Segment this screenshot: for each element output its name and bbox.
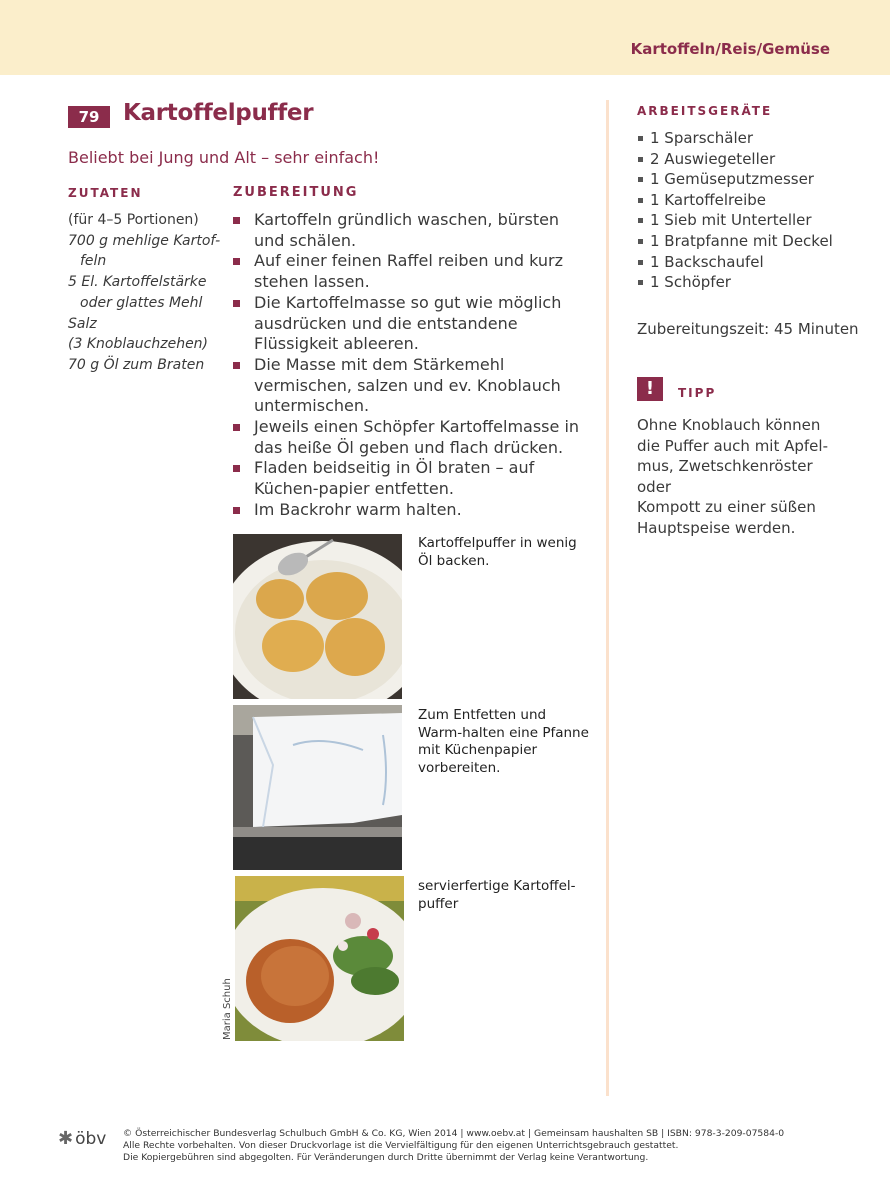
recipe-number-badge: 79 <box>68 106 110 128</box>
footer-line: © Österreichischer Bundesverlag Schulbuch GmbH & Co. KG, Wien 2014 | www.oebv.at | Gemeinsam haushalten SB | ISBN: 978-3-209-07584-0 <box>123 1128 785 1139</box>
tool-item <box>637 190 833 211</box>
preparation-time: Zubereitungszeit: 45 Minuten <box>637 320 859 338</box>
ingredient-line: 70 g Öl zum Braten <box>68 356 205 373</box>
ingredient-line: 5 El. Kartoffelstärke <box>68 274 207 291</box>
star-logo-icon: ✱ <box>58 1128 74 1149</box>
photo-credit: Maria Schuh <box>222 978 233 1040</box>
tip-line: Kompott zu einer süßen <box>637 498 816 517</box>
ingredient-line: feln <box>80 253 107 270</box>
step-item <box>233 251 593 292</box>
recipe-subtitle: Beliebt bei Jung und Alt – sehr einfach! <box>68 148 380 167</box>
tool-item <box>637 231 833 252</box>
square-bullet-icon <box>638 280 643 285</box>
tool-item <box>637 252 833 273</box>
ingredient-line: (für 4–5 Portionen) <box>68 212 199 228</box>
step-text: Die Kartoffelmasse so gut wie möglich ausdrücken und die entstandene Flüssigkeit ableeren. <box>254 292 562 354</box>
bullet-icon <box>233 424 240 431</box>
tool-text: 1 Kartoffelreibe <box>650 190 767 209</box>
tip-text <box>637 415 847 539</box>
step-text: Jeweils einen Schöpfer Kartoffelmasse in das heiße Öl geben und flach drücken. <box>254 417 580 457</box>
footer-line: Die Kopiergebühren sind abgegolten. Für Veränderungen durch Dritte übernimmt der Verlag keine Verantwortung. <box>123 1152 649 1163</box>
square-bullet-icon <box>638 157 643 162</box>
tool-text: 1 Backschaufel <box>650 252 764 271</box>
bullet-icon <box>233 300 240 307</box>
step-text: Im Backrohr warm halten. <box>254 499 462 519</box>
step-text: Die Masse mit dem Stärkemehl vermischen, salzen und ev. Knoblauch untermischen. <box>254 354 561 416</box>
ingredient-line: 700 g mehlige Kartof- <box>68 232 221 249</box>
tip-line: Ohne Knoblauch können <box>637 416 821 434</box>
square-bullet-icon <box>638 260 643 265</box>
step-item <box>233 210 593 251</box>
step-item <box>233 458 593 499</box>
photo-pancakes-frying <box>233 534 402 699</box>
photo-caption: Zum Entfetten und Warm-halten eine Pfanne mit Küchenpapier vorbereiten. <box>418 707 589 776</box>
ingredient-line: Salz <box>68 315 97 332</box>
square-bullet-icon <box>638 177 643 182</box>
tool-item <box>637 149 833 170</box>
ingredients-heading: ZUTATEN <box>68 186 143 200</box>
tool-text: 1 Sieb mit Unterteller <box>650 211 812 230</box>
step-text: Fladen beidseitig in Öl braten – auf Küchen-papier entfetten. <box>254 458 535 499</box>
ingredient-line: (3 Knoblauchzehen) <box>68 336 209 353</box>
ingredient-line: oder glattes Mehl <box>80 294 203 311</box>
tip-line: mus, Zwetschkenröster oder <box>637 457 813 496</box>
tool-text: 1 Schöpfer <box>650 273 731 292</box>
exclamation-icon: ! <box>637 377 663 401</box>
publisher-logo <box>58 1128 106 1149</box>
square-bullet-icon <box>638 136 643 141</box>
tool-item <box>637 128 833 149</box>
tool-text: 1 Bratpfanne mit Deckel <box>650 231 833 250</box>
step-item <box>233 293 593 355</box>
bullet-icon <box>233 217 240 224</box>
ingredients-list <box>68 210 228 376</box>
copyright-footer <box>123 1128 784 1164</box>
photo-served-pancakes <box>235 876 404 1041</box>
recipe-title: Kartoffelpuffer <box>123 100 314 126</box>
footer-line: Alle Rechte vorbehalten. Von dieser Druckvorlage ist die Vervielfältigung für den eigenen Unterrichtsgebrauch gestattet. <box>123 1140 679 1151</box>
photo-caption: servierfertige Kartoffel-puffer <box>418 878 576 912</box>
pan-paper-image <box>233 705 402 870</box>
step-text: Kartoffeln gründlich waschen, bürsten und schälen. <box>254 210 560 250</box>
step-item <box>233 417 593 458</box>
bullet-icon <box>233 507 240 514</box>
square-bullet-icon <box>638 198 643 203</box>
served-pancakes-image <box>235 876 404 1041</box>
tools-list <box>637 128 833 293</box>
photo-caption: Kartoffelpuffer in wenig Öl backen. <box>418 535 577 569</box>
step-text: Auf einer feinen Raffel reiben und kurz stehen lassen. <box>254 251 563 292</box>
tool-item <box>637 169 833 190</box>
bullet-icon <box>233 362 240 369</box>
preparation-steps <box>233 210 593 521</box>
pancakes-frying-image <box>233 534 402 699</box>
square-bullet-icon <box>638 239 643 244</box>
column-divider <box>606 100 609 1096</box>
photo-pan-with-paper <box>233 705 402 870</box>
tool-item <box>637 210 833 231</box>
tool-text: 1 Gemüseputzmesser <box>650 170 814 189</box>
bullet-icon <box>233 465 240 472</box>
publisher-logo-text: öbv <box>75 1129 107 1149</box>
tool-text: 2 Auswiegeteller <box>650 149 776 168</box>
tip-line: die Puffer auch mit Apfel- <box>637 436 828 455</box>
tip-line: Hauptspeise werden. <box>637 518 796 537</box>
preparation-heading: ZUBEREITUNG <box>233 185 359 200</box>
header-band <box>0 0 890 75</box>
step-item <box>233 355 593 417</box>
tool-item <box>637 272 833 293</box>
tools-heading: ARBEITSGERÄTE <box>637 104 773 118</box>
step-item <box>233 500 593 521</box>
tool-text: 1 Sparschäler <box>650 129 754 147</box>
tip-heading: TIPP <box>678 386 717 400</box>
section-title: Kartoffeln/Reis/Gemüse <box>630 40 830 58</box>
square-bullet-icon <box>638 218 643 223</box>
bullet-icon <box>233 258 240 265</box>
